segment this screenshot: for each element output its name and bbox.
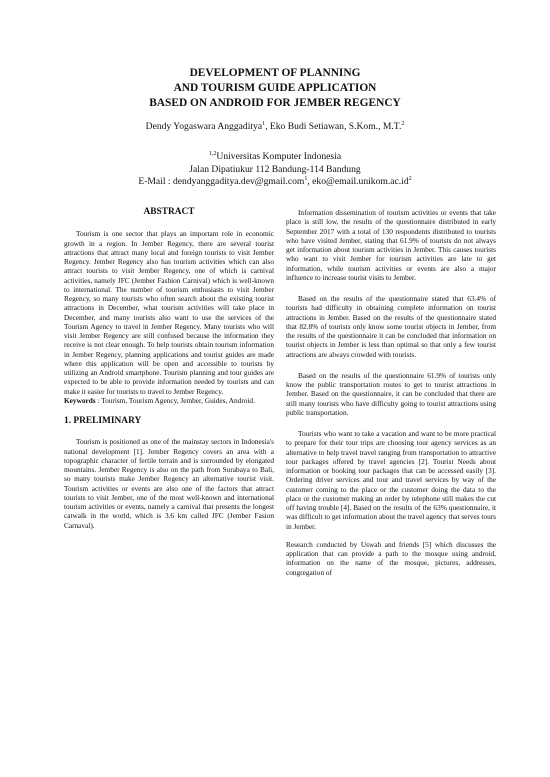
keywords <box>64 396 274 405</box>
paper-title <box>60 66 490 111</box>
abstract-heading: ABSTRACT <box>143 207 195 217</box>
paragraph-gap <box>286 282 496 294</box>
institution-mark: 1,2 <box>208 150 217 157</box>
affiliation-block <box>40 151 510 189</box>
title-line-3: BASED ON ANDROID FOR JEMBER REGENCY <box>149 97 401 109</box>
right-paragraph-3: Based on the results of the questionnaire 61.9% of tourists only know the public transportation routes to get to tourist attractions in Jember. Based on the questionnaire, it can be concluded that there are still many tourists who have difficulty going to tourist attractions using public transportation. <box>286 370 496 417</box>
section-1-paragraph: Tourism is positioned as one of the mainstay sectors in Indonesia's national development [1]. Jember Regency covers an area with a topographic character of fertile terrain and is surrounded by elongated mountains. Jember Regency is also on the path from Surabaya to Bali, so many tourists make Jember Regency an alternative tourist visit. Tourism activities or events are also one of the factors that attract tourists to visit Jember, one of the most well-known and international tourism activities or events, namely a carnival that presents the longest catwalk in the world, which is 3.6 km called JFC (Jember Fasion Carnaval). <box>64 437 274 530</box>
right-paragraph-5: Research conducted by Uswah and friends [5] which discusses the application that can provide a path to the mosque using android, information on the name of the mosque, pictures, addresses, congregation of <box>286 539 496 577</box>
author-line <box>40 121 510 133</box>
title-line-2: AND TOURISM GUIDE APPLICATION <box>173 82 377 94</box>
paragraph-gap <box>286 531 496 540</box>
email-1-mark: 1 <box>304 176 308 182</box>
right-paragraph-2: Based on the results of the questionnaire stated that 63.4% of tourists had difficulty in obtaining complete information on tourist attractions in Jember. Based on the results of the questionnaire stated that 82.8% of tourists only know some tourist objects in Jember, from the results of the questionnaire it can be concluded that information on tourist objects in Jember is less than optimal so that only a few tourist attractions are always crowded with tourists. <box>286 294 496 359</box>
abstract-text: Tourism is one sector that plays an important role in economic growth in a region. In Jember Regency, there are several tourist attractions that attract many local and foreign tourists to visit Jember Regency. Jember Regency also has tourism activities which can also attract tourists to visit Jember Regency, one of which is carnival activities, namely JFC (Jember Fashion Carnival) which is well-known to international. The number of tourism enthusiasts to visit Jember Regency, so many tourists who often search about the existing tourist attractions in December, what tourism activities will take place in December, and many tourists also want to use the services of the Tourism Agency to travel in Jember Regency. Many tourists who will visit Jember Regency are still confused because the information they receive is not clear enough. To help tourists obtain tourism information in Jember Regency, planning applications and tourist guides are made where this application will be open and accessible to tourists by utilizing an Android smartphone. Tourism planning and tour guides are expected to be able to provide information needed by tourists and can make it easier for tourists to travel to Jember Regency. <box>64 229 274 396</box>
title-line-1: DEVELOPMENT OF PLANNING <box>189 67 361 79</box>
institution: Universitas Komputer Indonesia <box>216 151 342 162</box>
institution-line <box>40 151 510 164</box>
email-2: , eko@email.unikom.ac.id <box>307 176 409 188</box>
email-1: E-Mail : dendyanggaditya.dev@gmail.com <box>138 176 305 188</box>
keywords-label: Keywords <box>64 395 96 405</box>
author-2: Eko Budi Setiawan, S.Kom., M.T. <box>269 121 402 132</box>
keywords-text: : Tourism, Tourism Agency, Jember, Guides, Android. <box>95 395 255 405</box>
left-column <box>64 208 274 530</box>
paragraph-gap <box>286 417 496 429</box>
address-line: Jalan Dipatiukur 112 Bandung-114 Bandung <box>189 163 361 175</box>
author-1: Dendy Yogaswara Anggaditya <box>145 121 263 132</box>
paragraph-gap <box>286 359 496 371</box>
section-1-heading: 1. PRELIMINARY <box>64 416 142 426</box>
right-paragraph-1: Information dissemination of tourism activities or events that take place is still low, the results of the questionnaire distributed in early September 2017 with a total of 130 respondents distributed to tourists who have visited Jember, stating that 61.9% of tourists do not always get information about tourism activities in Jember. This causes tourists who want to visit Jember for tourism activities are late to get information, while tourism activities or events are also a major influence to increase tourist visits to Jember. <box>286 208 496 282</box>
right-paragraph-4: Tourists who want to take a vacation and want to be more practical to prepare for their tour trips are choosing tour agency services as an alternative to help travel travel ranging from transportation to attractive tour packages offered by travel agencies [2]. Tourist Needs about information or booking tour packages that can be accessed easily [3]. Ordering driver services and tour and travel services by way of the customer coming to the place or the customer doing the data to the place or the customer making an order by telephone still makes the cut off having trouble [4]. Based on the results of the 63% questionnaire, it was difficult to get information about the travel agency that serves tours in Jember. <box>286 429 496 531</box>
email-line <box>40 176 510 189</box>
right-column <box>286 208 496 577</box>
author-2-mark: 2 <box>401 120 405 127</box>
author-separator: , <box>265 121 270 132</box>
author-1-mark: 1 <box>262 120 266 127</box>
email-2-mark: 2 <box>408 176 412 182</box>
